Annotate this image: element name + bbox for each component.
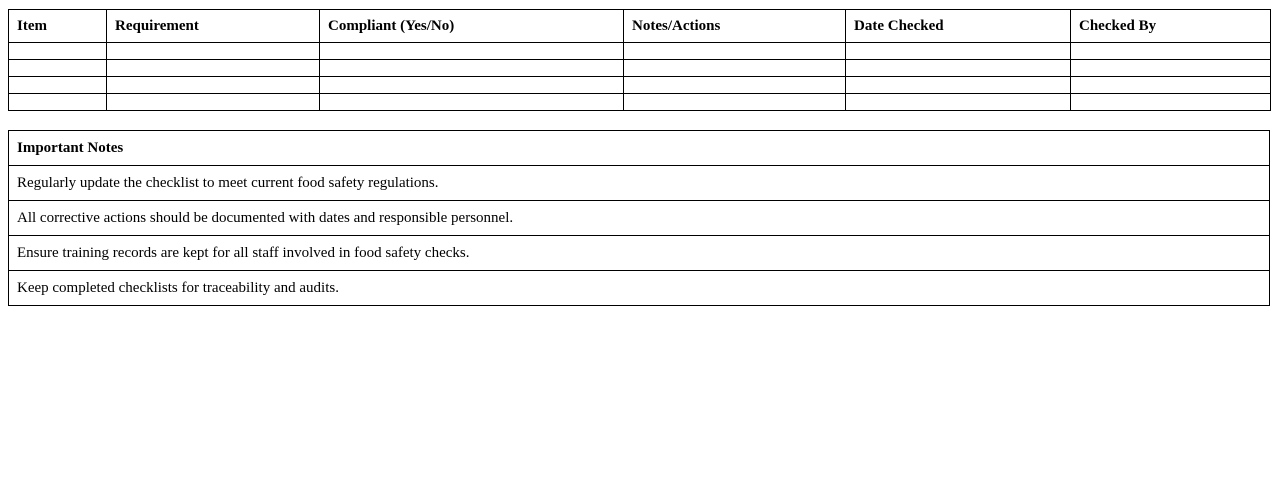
notes-header-row	[9, 131, 1270, 166]
cell-date-checked[interactable]	[846, 77, 1071, 94]
table-row	[9, 43, 1271, 60]
cell-checked-by[interactable]	[1071, 43, 1271, 60]
cell-requirement[interactable]	[107, 77, 320, 94]
cell-item[interactable]	[9, 60, 107, 77]
note-text: Keep completed checklists for traceability and audits.	[9, 271, 1270, 306]
cell-checked-by[interactable]	[1071, 77, 1271, 94]
list-item	[9, 271, 1270, 306]
checklist-header-row	[9, 10, 1271, 43]
header-compliant: Compliant (Yes/No)	[320, 10, 624, 43]
notes-title: Important Notes	[9, 131, 1270, 166]
cell-notes-actions[interactable]	[624, 43, 846, 60]
cell-item[interactable]	[9, 77, 107, 94]
cell-checked-by[interactable]	[1071, 94, 1271, 111]
cell-date-checked[interactable]	[846, 94, 1071, 111]
table-row	[9, 94, 1271, 111]
note-text: All corrective actions should be documented with dates and responsible personnel.	[9, 201, 1270, 236]
cell-checked-by[interactable]	[1071, 60, 1271, 77]
note-text: Ensure training records are kept for all staff involved in food safety checks.	[9, 236, 1270, 271]
cell-compliant[interactable]	[320, 43, 624, 60]
table-row	[9, 77, 1271, 94]
header-item: Item	[9, 10, 107, 43]
cell-requirement[interactable]	[107, 94, 320, 111]
list-item	[9, 166, 1270, 201]
cell-date-checked[interactable]	[846, 60, 1071, 77]
checklist-table	[8, 9, 1271, 111]
cell-notes-actions[interactable]	[624, 94, 846, 111]
header-requirement: Requirement	[107, 10, 320, 43]
cell-notes-actions[interactable]	[624, 60, 846, 77]
header-checked-by: Checked By	[1071, 10, 1271, 43]
cell-notes-actions[interactable]	[624, 77, 846, 94]
cell-compliant[interactable]	[320, 60, 624, 77]
table-row	[9, 60, 1271, 77]
list-item	[9, 236, 1270, 271]
cell-item[interactable]	[9, 94, 107, 111]
cell-compliant[interactable]	[320, 77, 624, 94]
cell-requirement[interactable]	[107, 60, 320, 77]
header-date-checked: Date Checked	[846, 10, 1071, 43]
list-item	[9, 201, 1270, 236]
important-notes-table	[8, 130, 1270, 306]
cell-item[interactable]	[9, 43, 107, 60]
cell-date-checked[interactable]	[846, 43, 1071, 60]
cell-compliant[interactable]	[320, 94, 624, 111]
cell-requirement[interactable]	[107, 43, 320, 60]
header-notes-actions: Notes/Actions	[624, 10, 846, 43]
note-text: Regularly update the checklist to meet current food safety regulations.	[9, 166, 1270, 201]
